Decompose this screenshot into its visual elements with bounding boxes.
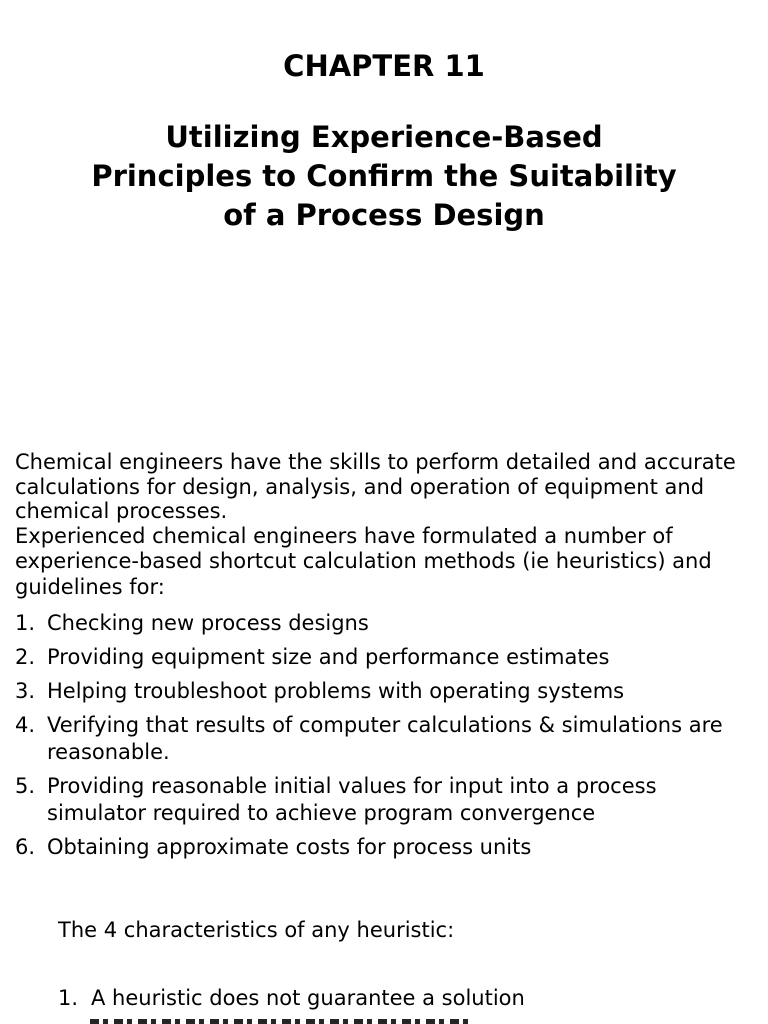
list-item [15, 834, 760, 861]
list-text: Providing equipment size and performance estimates [47, 645, 610, 669]
list-number: 1. [58, 986, 79, 1010]
heuristic-uses-list [15, 610, 760, 868]
chapter-title-line: of a Process Design [223, 198, 545, 232]
clipped-next-line [90, 1019, 470, 1024]
list-text: Obtaining approximate costs for process units [47, 835, 532, 859]
chapter-title [0, 118, 768, 235]
list-number: 5. [15, 774, 36, 798]
list-number: 2. [15, 645, 36, 669]
list-item [15, 678, 760, 705]
intro-paragraph: Chemical engineers have the skills to perform detailed and accurate calculations for design, analysis, and operation of equipment and chemical processes. [15, 450, 736, 523]
list-number: 1. [15, 611, 36, 635]
list-item [15, 644, 760, 671]
list-text: A heuristic does not guarantee a solution [91, 986, 525, 1010]
list-item [15, 712, 760, 766]
list-number: 3. [15, 679, 36, 703]
heuristic-characteristics-title: The 4 characteristics of any heuristic: [58, 918, 455, 942]
clipped-text-fragment [90, 1019, 470, 1024]
list-text: Checking new process designs [47, 611, 369, 635]
list-item [15, 773, 760, 827]
list-item [15, 610, 760, 637]
list-text: Providing reasonable initial values for input into a process simulator required to achieve program convergence [47, 774, 657, 825]
chapter-title-line: Utilizing Experience-Based [165, 120, 603, 154]
intro-paragraph: Experienced chemical engineers have formulated a number of experience-based shortcut calculation methods (ie heuristics) and guidelines for: [15, 523, 712, 599]
chapter-title-line: Principles to Confirm the Suitability [91, 159, 677, 193]
list-text: Helping troubleshoot problems with operating systems [47, 679, 625, 703]
intro-text [15, 450, 760, 600]
list-text: Verifying that results of computer calculations & simulations are reasonable. [47, 713, 723, 764]
list-number: 4. [15, 713, 36, 737]
list-item [58, 984, 738, 1012]
list-number: 6. [15, 835, 36, 859]
heuristic-characteristics-list [58, 984, 738, 1012]
chapter-heading: CHAPTER 11 [283, 49, 485, 83]
